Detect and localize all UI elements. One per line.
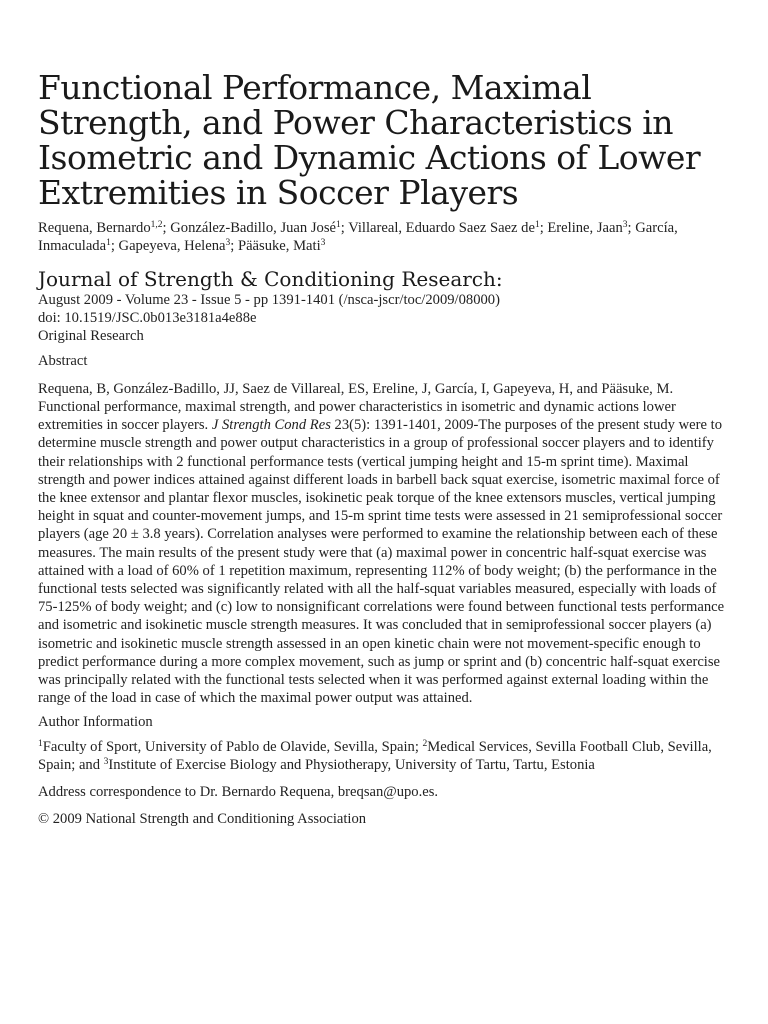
- author-list: Requena, Bernardo$^{1,2}$; González-Badillo, Juan José$^1$; Villareal, Eduardo Saez Saez $de^1$; Ereline, Jaan$^3$; García, Inmaculada$^1$; Gapeyeva, Helena$^3$; Pääsuke, Mati$^3$: [38, 220, 678, 254]
- affiliation-text: Medical Services, Sevilla Football Club, Sevilla, Spain; and: [38, 738, 712, 773]
- journal-name[interactable]: Journal of Strength & Conditioning Research:: [38, 267, 503, 291]
- correspondence-address: Address correspondence to Dr. Bernardo Requena, breqsan@upo.es.: [38, 784, 439, 801]
- author-name[interactable]: García, Inmaculada: [38, 220, 678, 254]
- author-name[interactable]: Gapeyeva, Helena: [118, 238, 226, 254]
- author-affiliation-marker: 1: [534, 220, 540, 230]
- author-affiliation-marker: 1: [106, 238, 111, 248]
- author-name[interactable]: Pääsuke, Mati: [237, 238, 321, 254]
- article-type: Original Research: [38, 328, 144, 345]
- abstract-heading: Abstract: [38, 352, 88, 369]
- author-affiliation-marker: 3: [225, 238, 231, 248]
- author-name[interactable]: Requena, Bernardo: [38, 220, 151, 236]
- article-title: Functional Performance, Maximal Strength, and Power Characteristics in Isometric and Dynamic Actions of Lower Extremities in Soccer Players: [38, 68, 701, 212]
- author-affiliation-marker: 1,2: [150, 220, 163, 230]
- journal-abbreviation: J Strength Cond Res: [211, 417, 331, 434]
- author-affiliation-marker: 3: [622, 220, 628, 230]
- author-name[interactable]: González-Badillo, Juan José: [170, 220, 336, 236]
- author-affiliation-marker: 1: [336, 220, 341, 230]
- copyright-notice: © 2009 National Strength and Conditioning Association: [38, 811, 367, 828]
- abstract-citation-lead: Requena, B, González-Badillo, JJ, Saez de Villareal, ES, Ereline, J, García, I, Gapeyeva, H, and Pääsuke, M. Functional performance, maximal strength, and power characteristics in isometric and dynamic actions lower extremities in soccer players.: [38, 380, 676, 434]
- doi[interactable]: doi: 10.1519/JSC.0b013e3181a4e88e: [38, 310, 257, 327]
- author-affiliation-marker: 3: [320, 238, 326, 248]
- article-page: [38, 70, 732, 828]
- author-name[interactable]: Villareal, Eduardo Saez Saez de: [348, 220, 535, 236]
- affiliation-marker: 3: [103, 756, 109, 767]
- affiliation-text: Institute of Exercise Biology and Physiotherapy, University of Tartu, Tartu, Estonia: [108, 756, 595, 773]
- abstract-text: [38, 380, 732, 708]
- affiliations: [38, 738, 732, 774]
- affiliation-marker: 1: [38, 738, 43, 749]
- affiliation-marker: 2: [422, 738, 428, 749]
- author-name[interactable]: Ereline, Jaan: [547, 220, 623, 236]
- author-information-heading: Author Information: [38, 714, 153, 731]
- affiliation-text: Faculty of Sport, University of Pablo de Olavide, Sevilla, Spain;: [42, 738, 423, 755]
- abstract-body: 23(5): 1391-1401, 2009-The purposes of the present study were to determine muscle strength and power output characteristics in a group of professional soccer players and to identify their relationships with 2 functional performance tests (vertical jumping height and 15-m sprint time). Maximal strength and power indices attained against different loads in barbell back squat exercise, isometric maximal force of the knee extensor and plantar flexor muscles, isokinetic peak torque of the knee extensors muscles, vertical jumping height in squat and counter-movement jumps, and 15-m sprint time tests were assessed in 21 semiprofessional soccer players (age 20 ± 3.8 years). Correlation analyses were performed to examine the relationship between each of these measures. The main results of the present study were that (a) maximal power in concentric half-squat exercise was attained with a load of 60% of 1 repetition maximum, representing 112% of body weight; (b) the performance in the functional tests selected was significantly related with all the half-squat variables measured, especially with loads of 75-125% of body weight; and (c) low to nonsignificant correlations were found between functional tests performance and isometric and isokinetic muscle strength measures. It was concluded that in semiprofessional soccer players (a) isometric and isokinetic muscle strength assessed in an open kinetic chain were not movement-specific enough to predict performance during a more complex movement, such as jump or sprint and (b) concentric half-squat exercise was principally related with the functional tests selected when it was performed against external loading within the range of the load in case of which the maximal power output was attained.: [38, 417, 725, 707]
- issue-line[interactable]: August 2009 - Volume 23 - Issue 5 - pp 1391-1401 (/nsca-jscr/toc/2009/08000): [38, 292, 500, 308]
